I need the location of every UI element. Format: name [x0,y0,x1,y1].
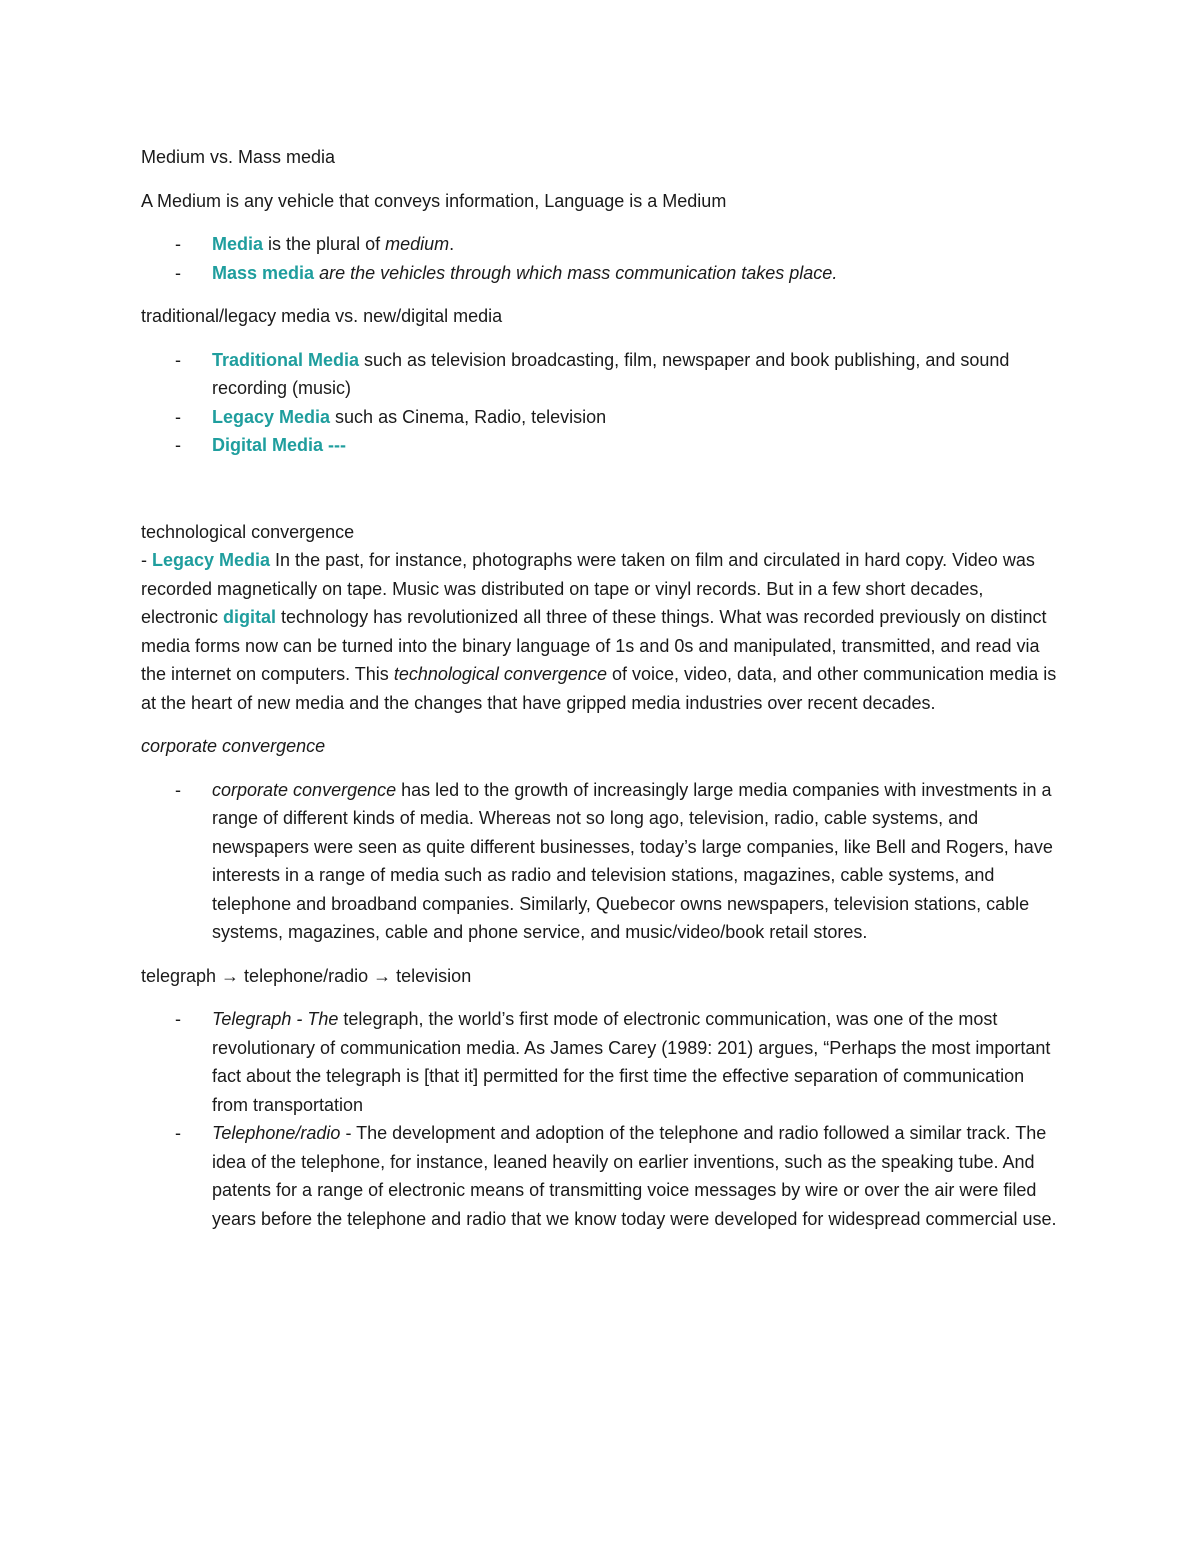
bullet-dash: - [175,435,181,455]
section-heading: telegraph → telephone/radio → television [141,965,472,986]
list-item: - corporate convergence has led to the growth of increasingly large media companies with investments in a range of different kinds of media. Whereas not so long ago, television, radio, cable systems, and newspapers were seen as quite different businesses, today’s large companies, like Bell and Rogers, have interests in a range of media such as radio and television stations, magazines, cable systems, and telephone and broadband companies. Similarly, Quebecor owns newspapers, television stations, cable systems, magazines, cable and phone service, and music/video/book retail stores. [141,776,1061,947]
media-definition-list [141,230,1061,287]
list-item: - Media is the plural of medium. [141,230,1061,259]
media-types-list [141,346,1061,460]
history-list [141,1005,1061,1233]
bullet-dash: - [175,779,181,800]
list-item: - Traditional Media such as television broadcasting, film, newspaper and book publishing, and sound recording (music) [141,346,1061,403]
tech-convergence-paragraph: - Legacy Media In the past, for instance, photographs were taken on film and circulated in hard copy. Video was recorded magnetically on tape. Music was distributed on tape or vinyl records. But in a few short decades, electronic digital technology has revolutionized all three of these things. What was recorded previously on distinct media forms now can be turned into the binary language of 1s and 0s and manipulated, transmitted, and read via the internet on computers. This technological convergence of voice, video, data, and other communication media is at the heart of new media and the changes that have gripped media industries over recent decades. [141,550,1057,713]
bullet-dash: - [175,349,181,370]
list-item: - Telegraph - The telegraph, the world’s first mode of electronic communication, was one of the most revolutionary of communication media. As James Carey (1989: 201) argues, “Perhaps the most important fact about the telegraph is [that it] permitted for the first time the effective separation of communication from transportation [141,1005,1061,1119]
document-title: Medium vs. Mass media [141,147,336,167]
corporate-list [141,776,1061,947]
list-item [141,431,1061,460]
section-heading: traditional/legacy media vs. new/digital media [141,306,503,326]
list-item: - Legacy Media such as Cinema, Radio, television [141,403,1061,432]
section-heading: technological convergence [141,521,355,542]
bullet-dash: - [175,1123,181,1143]
highlight-term: Legacy Media [212,406,331,427]
document-body [141,143,1061,1233]
bullet-dash: - [175,1009,181,1029]
highlight-term: Mass media [212,262,315,283]
list-item: - Telephone/radio - The development and adoption of the telephone and radio followed a similar track. The idea of the telephone, for instance, leaned heavily on earlier inventions, such as the speaking tube. And patents for a range of electronic means of transmitting voice messages by wire or over the air were filed years before the telephone and radio that we know today were developed for widespread commercial use. [141,1119,1061,1233]
intro-paragraph: A Medium is any vehicle that conveys information, Language is a Medium [141,190,727,211]
highlight-term: Digital Media --- [212,435,346,455]
list-item: - Mass media are the vehicles through which mass communication takes place. [141,259,1061,288]
section-heading: corporate convergence [141,736,326,756]
highlight-term: Media [212,234,264,254]
highlight-term: Traditional Media [212,349,360,370]
bullet-dash: - [175,234,181,254]
bullet-dash: - [175,406,181,427]
highlight-term: digital [223,607,277,627]
highlight-term: Legacy Media [152,550,271,570]
bullet-dash: - [175,262,181,283]
